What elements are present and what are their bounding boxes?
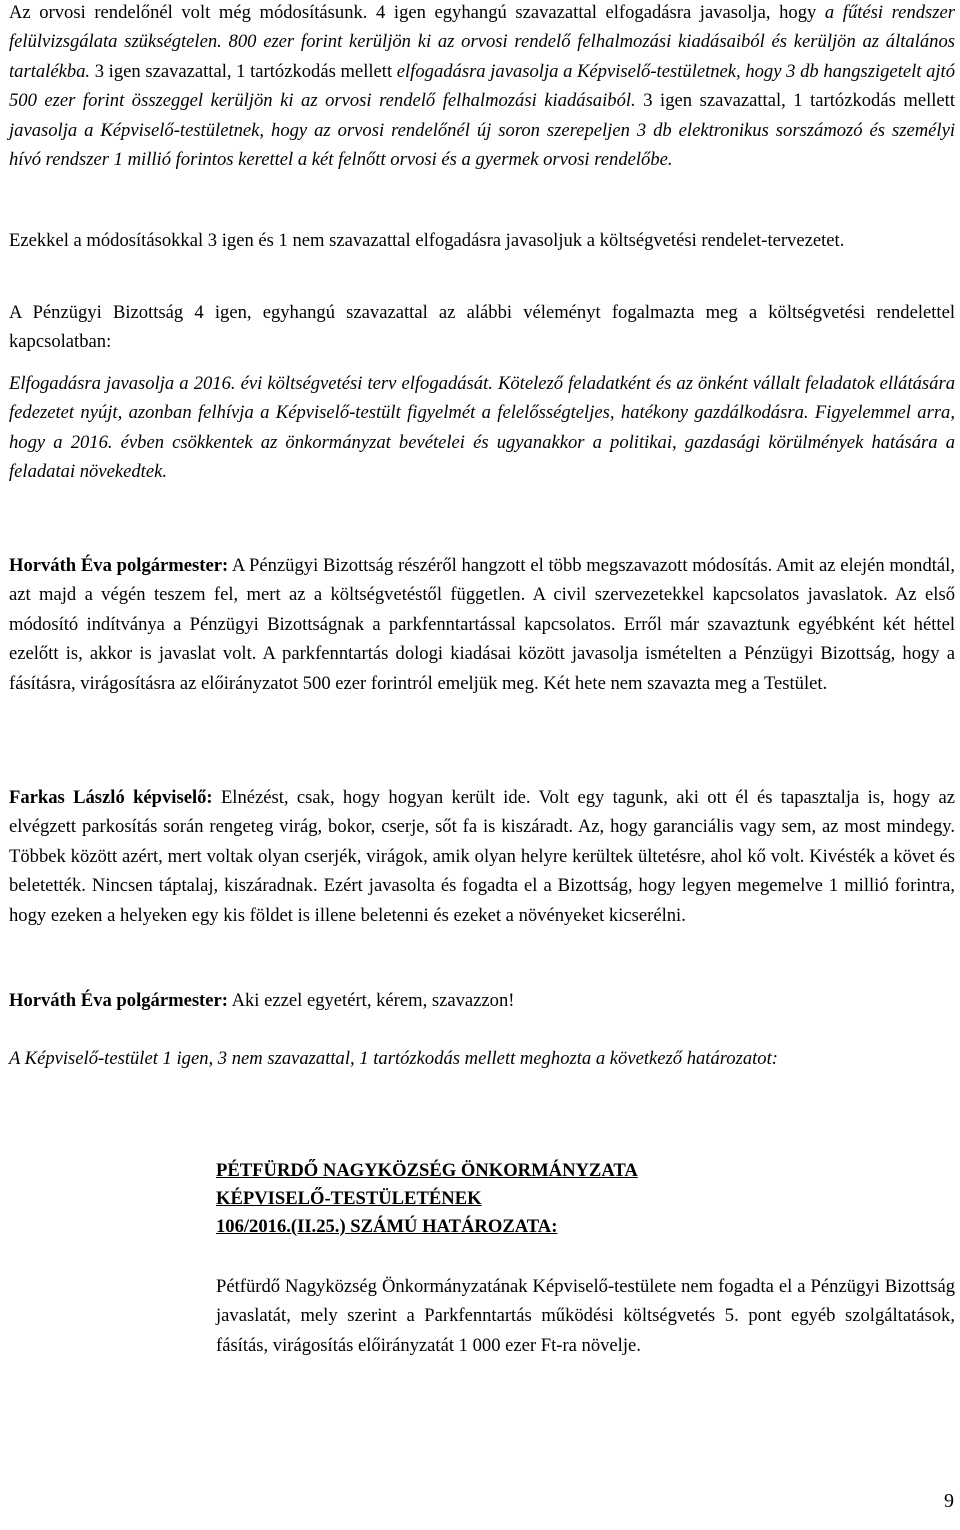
heading-line-3: 106/2016.(II.25.) SZÁMÚ HATÁROZATA: bbox=[216, 1216, 558, 1237]
italic-text-span: elfogadásra javasolja a Képviselő-testületnek, hogy 3 db hangszigetelt ajtó 500 ezer forint összeggel kerüljön ki az orvosi rendelő felhalmozási kiadásaiból. bbox=[9, 60, 956, 112]
mayor-vote-call-paragraph bbox=[9, 986, 955, 1015]
representative-statement-paragraph bbox=[9, 783, 955, 930]
amendment-summary-paragraph: Ezekkel a módosításokkal 3 igen és 1 nem szavazattal elfogadásra javasoljuk a költségvetési rendelet-tervezetet. bbox=[9, 230, 845, 251]
heading-line-2: KÉPVISELŐ-TESTÜLETÉNEK bbox=[216, 1188, 482, 1209]
italic-text-span: a fűtési rendszer felülvizsgálata szükségtelen. 800 ezer forint kerüljön ki az orvosi rendelő felhalmozási kiadásaiból és kerüljön az általános tartalékba. bbox=[9, 2, 955, 82]
speaker-name: Farkas László képviselő: bbox=[9, 787, 213, 808]
statement-text: A Pénzügyi Bizottság részéről hangzott el több megszavazott módosítás. Amit az elején mondtál, azt majd a végén teszem fel, mert az a költségvetéstől független. A civil szervezetekkel kapcsolatos javaslatok. Az első módosító indítványa a Pénzügyi Bizottságnak a parkfenntartással kapcsolatos. Erről már szavaztunk egyébként két héttel ezelőtt is, akkor is javaslat volt. A parkfenntartás dologi kiadásai között javasolja ismételten a Pénzügyi Bizottság, hogy a fásításra, virágosításra az előirányzatot 500 ezer forintról emeljük meg. Két hete nem szavazta meg a Testület. bbox=[9, 555, 955, 694]
statement-text: Elnézést, csak, hogy hogyan került ide. Volt egy tagunk, aki ott él és tapasztalja is, hogy az elvégzett parkosítás során rengeteg virág, bokor, cserje, sőt fa is kiszáradt. Az, hogy garanciális vagy sem, az most mindegy. Többek között azért, mert voltak olyan cserjék, virágok, amik olyan helyre kerültek ültetésre, ahol kő volt. Kivésték a követ és beletették. Nincsen táptalaj, kiszáradnak. Ezért javasolta és fogadta el a Bizottság, hogy legyen megemelve 1 millió forintra, hogy ezeken a helyeken egy kis földet is illene beletenni és ezeket a növényeket kicserélni. bbox=[9, 787, 955, 926]
finance-committee-paragraph: A Pénzügyi Bizottság 4 igen, egyhangú szavazattal az alábbi véleményt fogalmazta meg a költségvetési rendelettel kapcsolatban: bbox=[9, 302, 955, 353]
mayor-statement-paragraph bbox=[9, 551, 955, 698]
italic-text-span: javasolja a Képviselő-testületnek, hogy az orvosi rendelőnél új soron szerepeljen 3 db elektronikus sorszámozó és személyi hívó rendszer 1 millió forintos kerettel a két felnőtt orvosi és a gyermek orvosi rendelőbe. bbox=[9, 119, 955, 171]
speaker-name: Horváth Éva polgármester: bbox=[9, 555, 229, 576]
text-span: 3 igen szavazattal, 1 tartózkodás mellett bbox=[90, 60, 397, 82]
vote-result-paragraph: A Képviselő-testület 1 igen, 3 nem szavazattal, 1 tartózkodás mellett meghozta a következő határozatot: bbox=[9, 1048, 778, 1069]
statement-text: Aki ezzel egyetért, kérem, szavazzon! bbox=[227, 990, 515, 1011]
page-number: 9 bbox=[944, 1490, 954, 1512]
speaker-name: Horváth Éva polgármester: bbox=[9, 990, 228, 1011]
text-span: 3 igen szavazattal, 1 tartózkodás mellett bbox=[635, 90, 955, 112]
heading-line-1: PÉTFÜRDŐ NAGYKÖZSÉG ÖNKORMÁNYZATA bbox=[216, 1160, 638, 1181]
text-span: Az orvosi rendelőnél volt még módosításunk. 4 igen egyhangú szavazattal elfogadásra javasolja, hogy bbox=[9, 2, 825, 23]
resolution-heading bbox=[216, 1157, 816, 1241]
committee-opinion-paragraph bbox=[9, 0, 955, 174]
finance-committee-opinion-paragraph: Elfogadásra javasolja a 2016. évi költségvetési terv elfogadását. Kötelező feladatként és az önként vállalt feladatok ellátására fedezetet nyújt, azonban felhívja a Képviselő-testült figyelmét a felelősségteljes, hatékony gazdálkodásra. Figyelemmel arra, hogy a 2016. évben csökkentek az önkormányzat bevételei és ugyanakkor a politikai, gazdasági körülmények hatására a feladatai növekedtek. bbox=[9, 373, 955, 483]
resolution-text: Pétfürdő Nagyközség Önkormányzatának Képviselő-testülete nem fogadta el a Pénzügyi Bizottság javaslatát, mely szerint a Parkfenntartás működési költségvetés 5. pont egyéb szolgáltatások, fásítás, virágosítás előirányzatát 1 000 ezer Ft-ra növelje. bbox=[216, 1276, 955, 1356]
